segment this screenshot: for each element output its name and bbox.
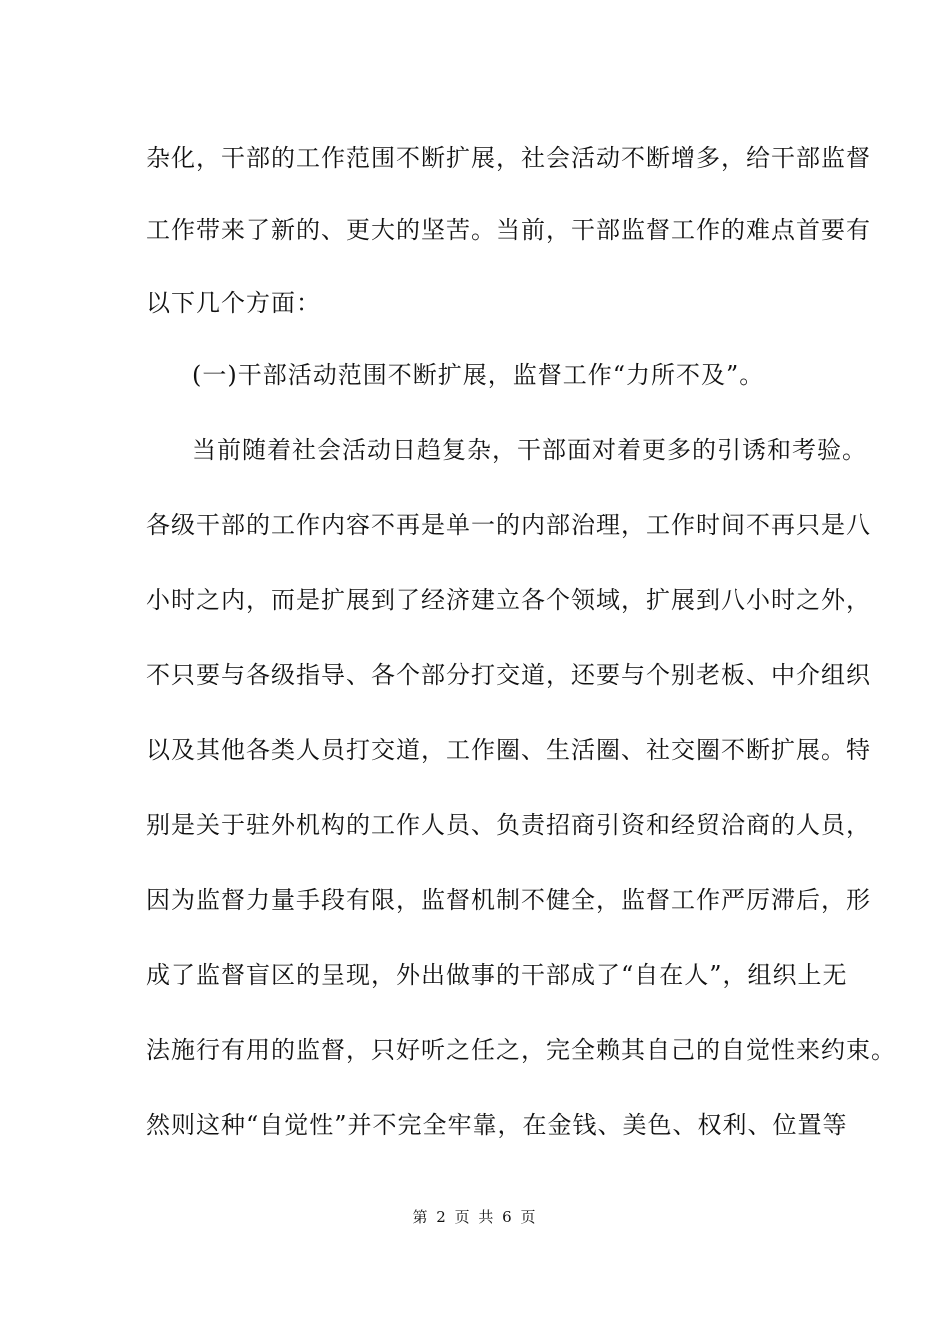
body-text-line: 小时之内，而是扩展到了经济建立各个领域，扩展到八小时之外， [146,586,871,614]
body-text-line: 以及其他各类人员打交道，工作圈、生活圈、社交圈不断扩展。特 [146,736,871,764]
body-text-line: 以下几个方面： [146,289,321,317]
body-text-line: 然则这种“自觉性”并不完全牢靠，在金钱、美色、权利、位置等 [146,1111,848,1139]
body-text-line: 成了监督盲区的呈现，外出做事的干部成了“自在人”，组织上无 [146,961,848,989]
paragraph-first-line: 当前随着社会活动日趋复杂，干部面对着更多的引诱和考验。 [192,436,867,464]
body-text-line: 杂化，干部的工作范围不断扩展，社会活动不断增多，给干部监督 [146,144,871,172]
body-text-line: 工作带来了新的、更大的坚苦。当前，干部监督工作的难点首要有 [146,216,871,244]
body-text-line: 因为监督力量手段有限，监督机制不健全，监督工作严厉滞后，形 [146,886,871,914]
body-text-line: 各级干部的工作内容不再是单一的内部治理，工作时间不再只是八 [146,511,871,539]
body-text-line: 法施行有用的监督，只好听之任之，完全赖其自己的自觉性来约束。 [146,1036,896,1064]
body-text-line: 别是关于驻外机构的工作人员、负责招商引资和经贸洽商的人员， [146,811,871,839]
page-number-footer: 第 2 页 共 6 页 [412,1208,538,1226]
body-text-line: 不只要与各级指导、各个部分打交道，还要与个别老板、中介组织 [146,661,871,689]
section-heading: (一)干部活动范围不断扩展，监督工作“力所不及”。 [192,361,765,389]
